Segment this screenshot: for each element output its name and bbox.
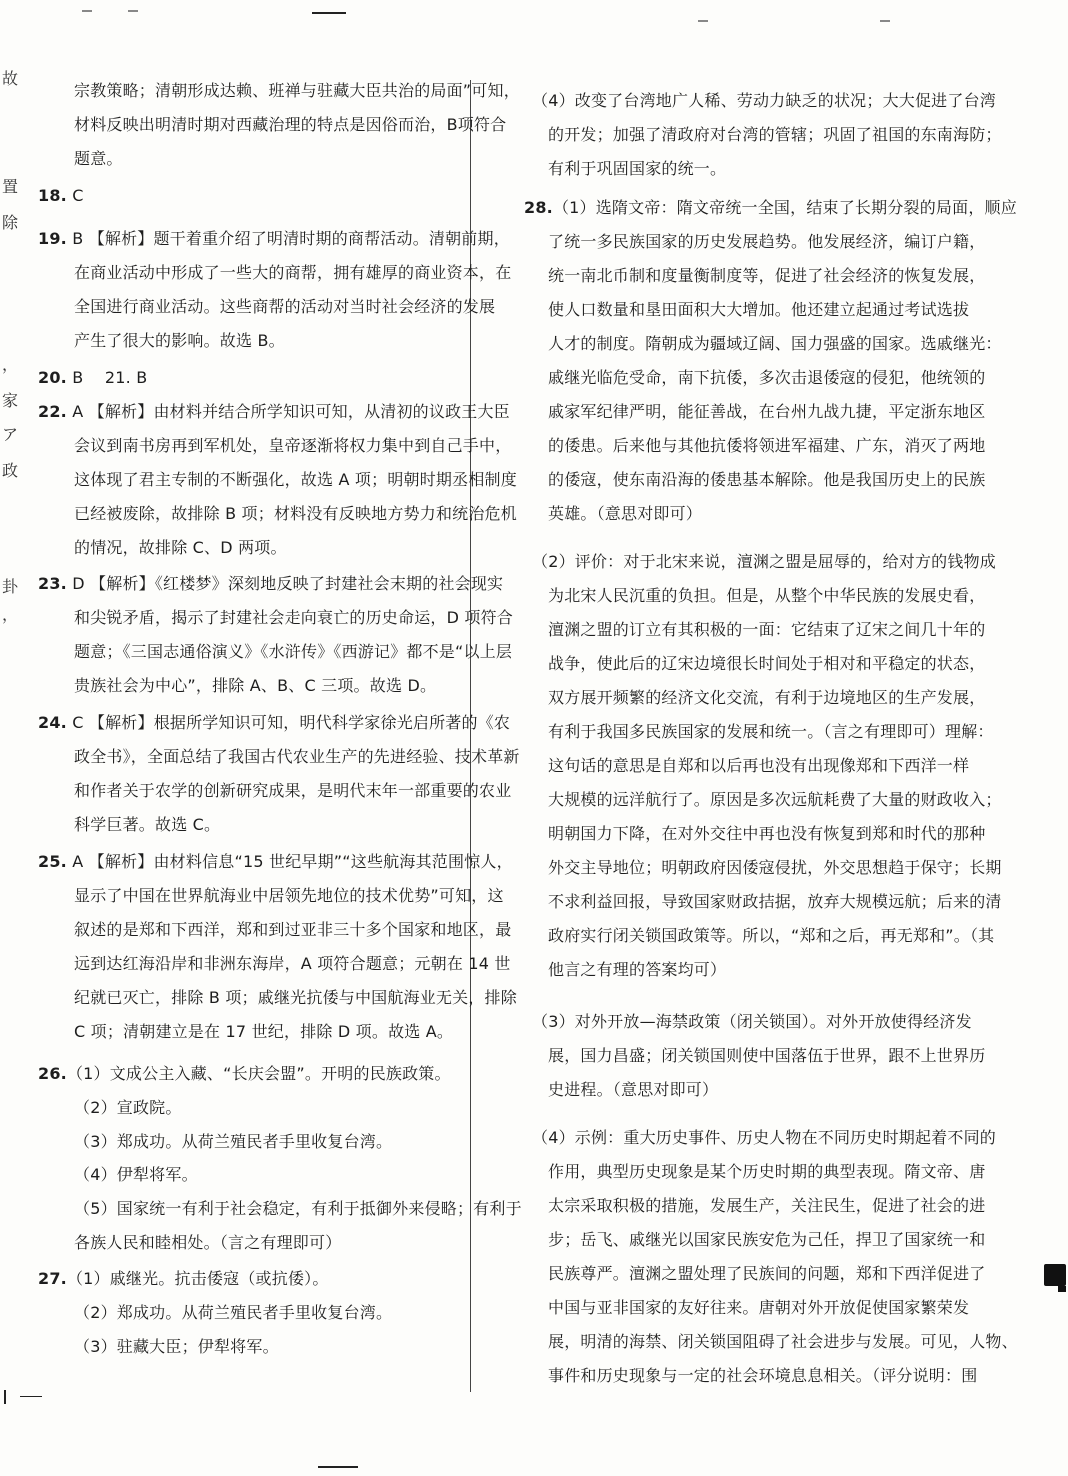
text-line	[548, 124, 1002, 146]
line-text: 有利于我国多民族国家的发展和统一。（言之有理即可）理解：	[548, 722, 994, 741]
line-text: 政全书》，全面总结了我国古代农业生产的先进经验、技术革新	[74, 747, 520, 766]
line-text: 各族人民和睦相处。（言之有理即可）	[74, 1233, 342, 1252]
line-text: 贵族社会为中心”，排除 A、B、C 三项。故选 D。	[74, 676, 437, 695]
line-text: （5）国家统一有利于社会稳定，有利于抵御外来侵略；有利于	[74, 1199, 522, 1218]
text-line	[74, 746, 520, 768]
line-text: 这句话的意思是自郑和以后再也没有出现像郑和下西洋一样	[548, 756, 970, 775]
line-text: 材料反映出明清时期对西藏治理的特点是因俗而治，B项符合	[74, 115, 507, 134]
line-text: 的倭寇，使东南沿海的倭患基本解除。他是我国历史上的民族	[548, 470, 986, 489]
text-line	[548, 1161, 985, 1183]
line-text: 这体现了君主专制的不断强化，故选 A 项；明朝时期丞相制度	[74, 470, 517, 489]
text-line	[38, 1063, 451, 1085]
scan-mark	[318, 1466, 358, 1468]
text-line	[74, 1131, 392, 1153]
scan-mark	[880, 20, 890, 22]
text-line	[548, 619, 985, 641]
text-line	[548, 333, 1002, 355]
text-line	[532, 1127, 996, 1149]
line-text: 的情况，故排除 C、D 两项。	[74, 538, 287, 557]
text-line	[74, 780, 511, 802]
line-text: 题意。	[74, 149, 123, 168]
question-number: 24.	[38, 713, 67, 732]
question-number: 23.	[38, 574, 67, 593]
text-line	[548, 401, 985, 423]
text-line	[548, 503, 702, 525]
text-line	[548, 158, 726, 180]
line-text: 史进程。（意思对即可）	[548, 1080, 719, 1099]
line-text: C 项；清朝建立是在 17 世纪，排除 D 项。故选 A。	[74, 1022, 454, 1041]
text-line	[548, 1079, 718, 1101]
text-line	[38, 401, 510, 423]
line-text: 民族尊严。澶渊之盟处理了民族间的问题，郑和下西洋促进了	[548, 1264, 986, 1283]
margin-fragment: 故	[2, 69, 19, 88]
text-line	[548, 265, 985, 287]
line-text: 显示了中国在世界航海业中居领先地位的技术优势”可知，这	[74, 886, 504, 905]
line-text: 双方展开频繁的经济文化交流，有利于边境地区的生产发展，	[548, 688, 986, 707]
page-edge-tab-marker	[1044, 1264, 1066, 1286]
text-line	[548, 469, 985, 491]
text-line	[548, 687, 985, 709]
text-line	[548, 925, 994, 947]
text-line	[548, 231, 985, 253]
text-line	[548, 1331, 1018, 1353]
text-line	[548, 1195, 985, 1217]
line-text: 的倭患。后来他与其他抗倭将领进军福建、广东，消灭了两地	[548, 436, 986, 455]
page-bottom-dash	[20, 1396, 42, 1397]
text-line	[74, 953, 511, 975]
line-text: 外交主导地位；明朝政府因倭寇侵扰，外交思想趋于保守；长期	[548, 858, 1002, 877]
line-text: 事件和历史现象与一定的社会环境息息相关。（评分说明：围	[548, 1366, 978, 1385]
line-text: 在商业活动中形成了一些大的商帮，拥有雄厚的商业资本，在	[74, 263, 512, 282]
line-text: （2）评价：对于北宋来说，澶渊之盟是屈辱的，给对方的钱物成	[532, 552, 996, 571]
line-text: （1）戚继光。抗击倭寇（或抗倭）。	[66, 1269, 329, 1288]
line-text: 有利于巩固国家的统一。	[548, 159, 727, 178]
line-text: 不求利益回报，导致国家财政拮据，放弃大规模远航；后来的清	[548, 892, 1002, 911]
scan-mark	[698, 20, 708, 22]
text-line	[74, 80, 520, 102]
line-text: 政府实行闭关锁国政策等。所以，“郑和之后，再无郑和”。（其	[548, 926, 995, 945]
text-line	[548, 959, 726, 981]
text-line	[74, 148, 123, 170]
text-line	[74, 1021, 453, 1043]
text-line	[38, 573, 503, 595]
line-text: 展，国力昌盛；闭关锁国则使中国落伍于世界，跟不上世界历	[548, 1046, 986, 1065]
text-line	[74, 919, 511, 941]
line-text: C 【解析】根据所学知识可知，明代科学家徐光启所著的《农	[66, 713, 511, 732]
question-number: 20.	[38, 368, 67, 387]
text-line	[38, 1268, 329, 1290]
text-line	[532, 90, 996, 112]
scan-mark	[82, 10, 92, 12]
text-line	[74, 469, 517, 491]
line-text: 的开发；加强了清政府对台湾的管辖；巩固了祖国的东南海防；	[548, 125, 1002, 144]
text-line	[548, 823, 985, 845]
text-line	[74, 330, 285, 352]
text-line	[548, 857, 1002, 879]
line-text: 和尖锐矛盾，揭示了封建社会走向衰亡的历史命运，D 项符合	[74, 608, 514, 627]
line-text: （4）伊犁将军。	[74, 1165, 198, 1184]
line-text: 统一南北币制和度量衡制度等，促进了社会经济的恢复发展，	[548, 266, 986, 285]
line-text: 已经被废除，故排除 B 项；材料没有反映地方势力和统治危机	[74, 504, 517, 523]
margin-fragment: 置	[2, 177, 19, 196]
question-number: 28.	[524, 198, 553, 217]
question-number: 18.	[38, 186, 67, 205]
text-line	[532, 1011, 972, 1033]
text-line	[38, 228, 510, 250]
line-text: （2）郑成功。从荷兰殖民者手里收复台湾。	[74, 1303, 393, 1322]
text-line	[74, 114, 506, 136]
text-line	[38, 712, 510, 734]
line-text: 明朝国力下降，在对外交往中再也没有恢复到郑和时代的那种	[548, 824, 986, 843]
line-text: 人才的制度。隋朝成为疆域辽阔、国力强盛的国家。选戚继光：	[548, 334, 1002, 353]
margin-fragment: 家	[2, 391, 19, 410]
line-text: 和作者关于农学的创新研究成果，是明代末年一部重要的农业	[74, 781, 512, 800]
text-line	[38, 851, 513, 873]
line-text: 英雄。（意思对即可）	[548, 504, 703, 523]
line-text: B 21. B	[66, 368, 148, 387]
text-line	[548, 299, 969, 321]
line-text: 产生了很大的影响。故选 B。	[74, 331, 285, 350]
text-line	[548, 585, 985, 607]
line-text: （3）驻藏大臣；伊犁将军。	[74, 1337, 279, 1356]
line-text: （2）宣政院。	[74, 1098, 182, 1117]
text-line	[524, 197, 1017, 219]
page-edge-tab-marker	[1058, 1286, 1066, 1292]
text-line	[74, 537, 287, 559]
question-number: 22.	[38, 402, 67, 421]
line-text: 远到达红海沿岸和非洲东海岸，A 项符合题意；元朝在 14 世	[74, 954, 511, 973]
margin-fragment: 卦	[2, 577, 19, 596]
text-line	[548, 755, 969, 777]
line-text: 战争，使此后的辽宋边境很长时间处于相对和平稳定的状态，	[548, 654, 986, 673]
line-text: 步；岳飞、戚继光以国家民族安危为己任，捍卫了国家统一和	[548, 1230, 986, 1249]
margin-fragment: ア	[2, 425, 19, 444]
text-line	[74, 987, 517, 1009]
text-line	[74, 885, 504, 907]
text-line	[548, 1263, 985, 1285]
line-text: 戚家军纪律严明，能征善战，在台州九战九捷，平定浙东地区	[548, 402, 986, 421]
text-line	[38, 367, 147, 389]
page-bottom-bar	[4, 1390, 6, 1404]
text-line	[74, 262, 511, 284]
line-text: 展，明清的海禁、闭关锁国阻碍了社会进步与发展。可见，人物、	[548, 1332, 1018, 1351]
text-line	[74, 503, 517, 525]
line-text: 澶渊之盟的订立有其积极的一面：它结束了辽宋之间几十年的	[548, 620, 986, 639]
margin-fragment: 除	[2, 213, 19, 232]
text-line	[548, 1297, 969, 1319]
line-text: 宗教策略；清朝形成达赖、班禅与驻藏大臣共治的局面”可知，	[74, 81, 520, 100]
line-text: （3）郑成功。从荷兰殖民者手里收复台湾。	[74, 1132, 393, 1151]
text-line	[548, 367, 985, 389]
text-line	[548, 891, 1002, 913]
text-line	[74, 675, 436, 697]
line-text: 叙述的是郑和下西洋，郑和到过亚非三十多个国家和地区，最	[74, 920, 512, 939]
text-line	[548, 435, 985, 457]
line-text: （3）对外开放—海禁政策（闭关锁国）。对外开放使得经济发	[532, 1012, 972, 1031]
line-text: 了统一多民族国家的历史发展趋势。他发展经济，编订户籍，	[548, 232, 986, 251]
text-line	[548, 789, 1002, 811]
line-text: （1）选隋文帝：隋文帝统一全国，结束了长期分裂的局面，顺应	[552, 198, 1017, 217]
line-text: 全国进行商业活动。这些商帮的活动对当时社会经济的发展	[74, 297, 496, 316]
text-line	[74, 814, 220, 836]
margin-fragment: ，	[2, 355, 19, 374]
question-number: 26.	[38, 1064, 67, 1083]
text-line	[74, 641, 512, 663]
line-text: A 【解析】由材料并结合所学知识可知，从清初的议政王大臣	[66, 402, 510, 421]
question-number: 27.	[38, 1269, 67, 1288]
line-text: 题意；《三国志通俗演义》《水浒传》《西游记》都不是“以上层	[74, 642, 513, 661]
line-text: B 【解析】题干着重介绍了明清时期的商帮活动。清朝前期，	[66, 229, 510, 248]
line-text: A 【解析】由材料信息“15 世纪早期”“这些航海其范围惊人，	[66, 852, 513, 871]
line-text: 大规模的远洋航行了。原因是多次远航耗费了大量的财政收入；	[548, 790, 1002, 809]
line-text: 科学巨著。故选 C。	[74, 815, 221, 834]
line-text: 会议到南书房再到军机处，皇帝逐渐将权力集中到自己手中，	[74, 436, 512, 455]
line-text: （4）示例：重大历史事件、历史人物在不同历史时期起着不同的	[532, 1128, 996, 1147]
scan-mark	[312, 12, 346, 14]
text-line	[38, 185, 84, 207]
margin-fragment: 政	[2, 461, 19, 480]
text-line	[74, 1097, 182, 1119]
text-line	[74, 1302, 392, 1324]
line-text: 为北宋人民沉重的负担。但是，从整个中华民族的发展史看，	[548, 586, 986, 605]
line-text: （1）文成公主入藏、“长庆会盟”。开明的民族政策。	[66, 1064, 451, 1083]
text-line	[74, 1198, 522, 1220]
line-text: 他言之有理的答案均可）	[548, 960, 727, 979]
text-line	[74, 1336, 279, 1358]
question-number: 19.	[38, 229, 67, 248]
text-line	[74, 296, 495, 318]
line-text: D 【解析】《红楼梦》深刻地反映了封建社会末期的社会现实	[66, 574, 504, 593]
line-text: 作用，典型历史现象是某个历史时期的典型表现。隋文帝、唐	[548, 1162, 986, 1181]
question-number: 25.	[38, 852, 67, 871]
text-line	[548, 1365, 977, 1387]
text-line	[548, 1229, 985, 1251]
text-line	[548, 653, 985, 675]
line-text: （4）改变了台湾地广人稀、劳动力缺乏的状况；大大促进了台湾	[532, 91, 996, 110]
line-text: 戚继光临危受命，南下抗倭，多次击退倭寇的侵犯，他统领的	[548, 368, 986, 387]
text-line	[548, 721, 994, 743]
text-line	[74, 435, 511, 457]
line-text: 使人口数量和垦田面积大大增加。他还建立起通过考试选拔	[548, 300, 970, 319]
text-line	[74, 607, 513, 629]
text-line	[74, 1232, 341, 1254]
scan-mark	[128, 10, 138, 12]
margin-fragment: ，	[2, 605, 19, 624]
text-line	[74, 1164, 198, 1186]
text-line	[532, 551, 996, 573]
line-text: 太宗采取积极的措施，发展生产，关注民生，促进了社会的进	[548, 1196, 986, 1215]
line-text: 中国与亚非国家的友好往来。唐朝对外开放促使国家繁荣发	[548, 1298, 970, 1317]
line-text: C	[66, 186, 84, 205]
text-line	[548, 1045, 985, 1067]
line-text: 纪就已灭亡，排除 B 项；戚继光抗倭与中国航海业无关，排除	[74, 988, 517, 1007]
